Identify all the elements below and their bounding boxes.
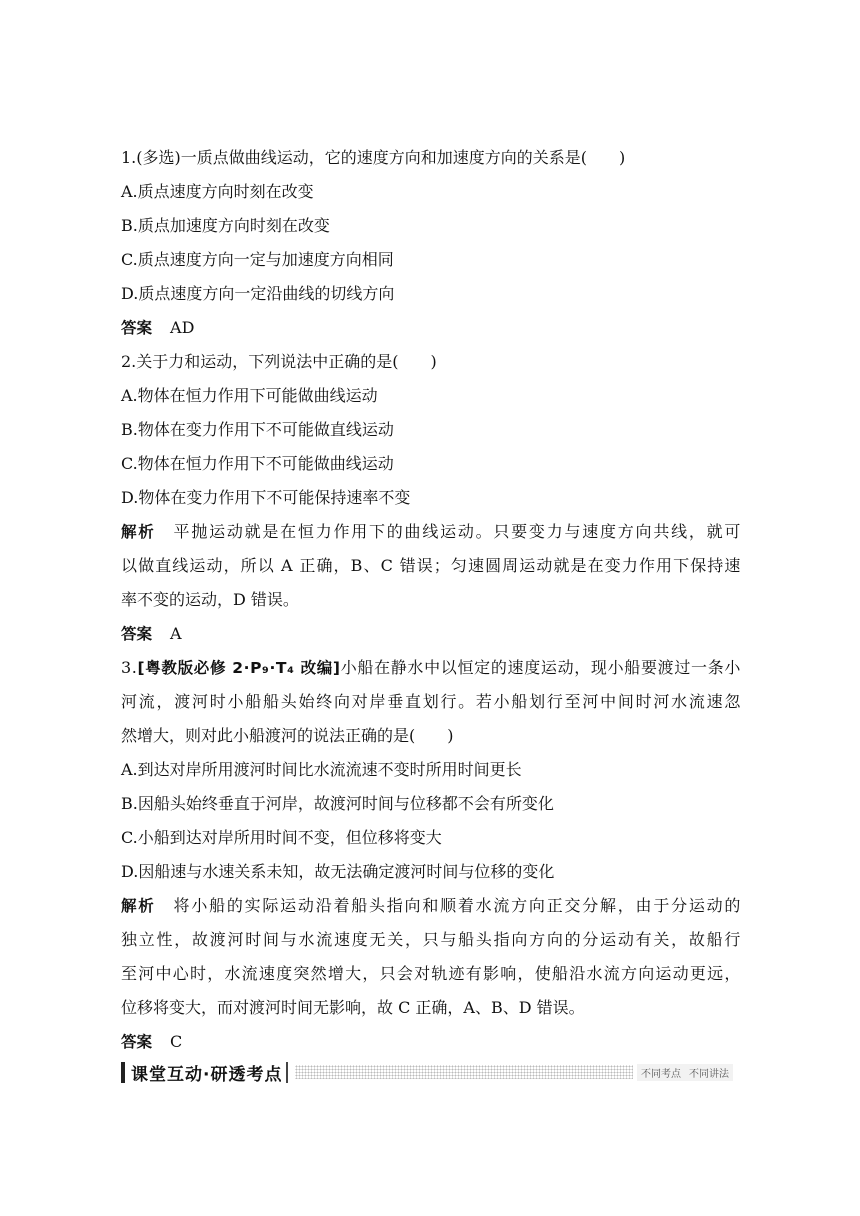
q2-option-d: D.物体在变力作用下不可能保持速率不变 bbox=[121, 488, 411, 507]
q3-stem-line-2: 河流，渡河时小船船头始终向对岸垂直划行。若小船划行至河中间时河水流速忽 bbox=[121, 692, 741, 711]
banner-divider bbox=[286, 1062, 288, 1083]
q1-option-a: A.质点速度方向时刻在改变 bbox=[121, 182, 314, 201]
answer-label: 答案 bbox=[121, 625, 153, 643]
q3-option-b: B.因船头始终垂直于河岸，故渡河时间与位移都不会有所变化 bbox=[121, 794, 554, 813]
question-content bbox=[121, 141, 741, 1059]
q1-answer-line bbox=[121, 311, 741, 345]
q2-answer-line bbox=[121, 617, 741, 651]
section-banner bbox=[121, 1059, 733, 1085]
q3-answer-line bbox=[121, 1025, 741, 1059]
banner-dotted-fill bbox=[295, 1065, 633, 1079]
q3-analysis-line-4: 位移将变大，而对渡河时间无影响，故 C 正确，A、B、D 错误。 bbox=[121, 998, 585, 1017]
q2-option-c: C.物体在恒力作用下不可能做曲线运动 bbox=[121, 454, 394, 473]
q3-analysis-text-1: 将小船的实际运动沿着船头指向和顺着水流方向正交分解，由于分运动的 bbox=[173, 896, 742, 915]
q1-option-b: B.质点加速度方向时刻在改变 bbox=[121, 216, 330, 235]
q3-stem-line-3: 然增大，则对此小船渡河的说法正确的是( ) bbox=[121, 726, 454, 745]
q3-stem-text-1: 小船在静水中以恒定的速度运动，现小船要渡过一条小 bbox=[340, 658, 741, 677]
q3-option-c: C.小船到达对岸所用时间不变，但位移将变大 bbox=[121, 828, 442, 847]
q2-stem: 2.关于力和运动，下列说法中正确的是( ) bbox=[121, 352, 437, 371]
q3-option-d: D.因船速与水速关系未知，故无法确定渡河时间与位移的变化 bbox=[121, 862, 555, 881]
q2-answer: A bbox=[170, 624, 182, 643]
q2-analysis-line-2: 以做直线运动，所以 A 正确，B、C 错误；匀速圆周运动就是在变力作用下保持速 bbox=[121, 556, 741, 575]
banner-tag-2: 不同讲法 bbox=[689, 1068, 729, 1080]
q2-analysis-text-1: 平抛运动就是在恒力作用下的曲线运动。只要变力与速度方向共线，就可 bbox=[173, 522, 742, 541]
q1-option-d: D.质点速度方向一定沿曲线的切线方向 bbox=[121, 284, 395, 303]
answer-label: 答案 bbox=[121, 1033, 153, 1051]
banner-title: 课堂互动·研透考点 bbox=[131, 1064, 283, 1085]
analysis-label: 解析 bbox=[121, 523, 156, 541]
banner-left-bar bbox=[121, 1062, 125, 1083]
q3-analysis-line-2: 独立性，故渡河时间与水流速度无关，只与船头指向方向的分运动有关，故船行 bbox=[121, 930, 741, 949]
q1-option-c: C.质点速度方向一定与加速度方向相同 bbox=[121, 250, 394, 269]
q1-stem: 1.(多选)一质点做曲线运动，它的速度方向和加速度方向的关系是( ) bbox=[121, 148, 626, 167]
q2-option-a: A.物体在恒力作用下可能做曲线运动 bbox=[121, 386, 378, 405]
q1-answer: AD bbox=[170, 318, 195, 337]
banner-tag-1: 不同考点 bbox=[641, 1068, 681, 1080]
q3-answer: C bbox=[170, 1032, 183, 1051]
q3-stem-line-1 bbox=[121, 651, 741, 685]
answer-label: 答案 bbox=[121, 319, 153, 337]
q2-analysis-line-3: 率不变的运动，D 错误。 bbox=[121, 590, 299, 609]
analysis-label: 解析 bbox=[121, 897, 156, 915]
q3-analysis-line-1 bbox=[121, 889, 741, 923]
q2-analysis-line-1 bbox=[121, 515, 741, 549]
banner-tags bbox=[637, 1064, 733, 1081]
q3-option-a: A.到达对岸所用渡河时间比水流流速不变时所用时间更长 bbox=[121, 760, 522, 779]
q3-source: [粤教版必修 2·P₉·T₄ 改编] bbox=[137, 659, 341, 677]
q3-analysis-line-3: 至河中心时，水流速度突然增大，只会对轨迹有影响，使船沿水流方向运动更远， bbox=[121, 964, 741, 983]
q2-option-b: B.物体在变力作用下不可能做直线运动 bbox=[121, 420, 394, 439]
q3-number: 3. bbox=[121, 658, 138, 677]
